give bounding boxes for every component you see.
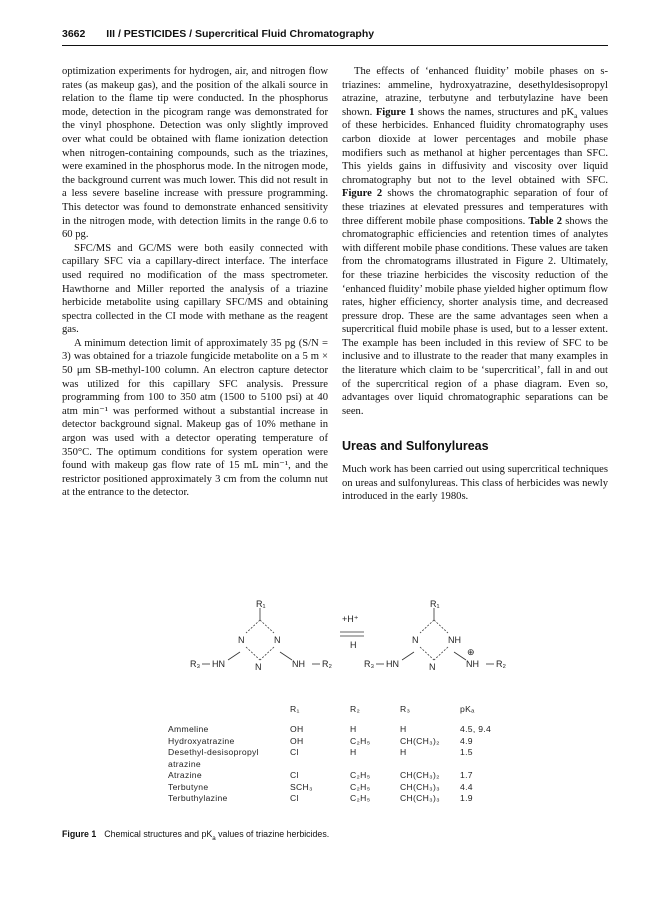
triazine-structure-diagram	[162, 600, 522, 690]
header-r2: R₂	[350, 704, 361, 714]
compound-name: Terbutyne	[168, 781, 209, 792]
pka-value: 1.7	[460, 770, 473, 781]
label-n: N	[238, 635, 245, 645]
label-nh: NH	[466, 659, 479, 669]
r2-value: C₂H₅	[350, 793, 371, 804]
label-r3: R₃	[190, 659, 201, 669]
compound-name: Hydroxyatrazine	[168, 735, 235, 746]
table-2-reference: Table 2	[528, 215, 563, 227]
label-r3: R₃	[364, 659, 375, 669]
section-heading: Ureas and Sulfonylureas	[342, 439, 489, 454]
header-pka: pKₐ	[460, 704, 475, 714]
running-title: III / PESTICIDES / Supercritical Fluid Chromatography	[106, 28, 375, 40]
figure-1	[62, 600, 608, 850]
label-h-plus: +H⁺	[342, 614, 359, 624]
r1-value: SCH₃	[290, 781, 313, 792]
label-plus-charge: ⊕	[467, 647, 475, 657]
pka-value: 1.5	[460, 747, 473, 758]
r1-value: Cl	[290, 770, 299, 781]
label-hn: HN	[386, 659, 399, 669]
pka-value: 4.9	[460, 735, 473, 746]
right-column	[342, 65, 608, 504]
left-column	[62, 65, 328, 500]
left-triazine-ring	[202, 608, 320, 664]
compound-name: Terbuthylazine	[168, 793, 228, 804]
left-paragraph-2: SFC/MS and GC/MS were both easily connected with capillary SFC via a capillary-direct interface. The interface used required no modification of the mass spectrometer. Hawthorne and Miller reported the analysis of a triazine herbicide metabolite using capillary SFC/MS and obtaining spectra collected in the CI mode with methane as the reagent gas.	[62, 242, 328, 336]
label-r2: R₂	[322, 659, 332, 669]
label-r1-left: R₁	[256, 600, 266, 609]
label-hn: HN	[212, 659, 225, 669]
label-r2: R₂	[496, 659, 506, 669]
header-r1: R₁	[290, 704, 300, 714]
figure-caption	[62, 829, 330, 842]
r3-value: CH(CH₃)₃	[400, 781, 440, 792]
left-paragraph-3: A minimum detection limit of approximately 35 pg (S/N = 3) was obtained for a triazole fungicide metabolite on a 5 m × 50 μm SB-methyl-100 column. An electron capture detector was utilized for this capillary SFC analysis. Pressure programming from 100 to 350 atm (1500 to 5100 psi) at 40 atm min⁻¹ was performed without a substantial increase in detector background signal. Makeup gas of 10% methane in argon was used with a detector operating temperature of 350°C. The optimum conditions for system operation were found with makeup gas flow rate of 15 mL min⁻¹, and the restrictor positioned approximately 3 cm from the column nut at the entrance to the detector.	[62, 337, 328, 499]
label-n: N	[255, 662, 262, 672]
header-r3: R₃	[400, 704, 411, 714]
page-number: 3662	[62, 28, 86, 40]
compound-name: Atrazine	[168, 770, 202, 781]
r2-value: H	[350, 724, 357, 734]
figure-1-reference: Figure 1	[375, 106, 415, 118]
figure-caption-text: Chemical structures and pK	[104, 829, 213, 839]
r1-value: OH	[290, 724, 304, 734]
pka-value: 4.4	[460, 781, 473, 792]
figure-caption-tail: values of triazine herbicides.	[215, 829, 330, 839]
r2-value: C₂H₅	[350, 781, 371, 792]
r3-value: CH(CH₃)₂	[400, 770, 440, 781]
r3-value: CH(CH₃)₂	[400, 735, 440, 746]
subscript: a	[574, 110, 578, 120]
left-paragraph-1: optimization experiments for hydrogen, air, and nitrogen flow rates (as makeup gas), and the position of the alkali source in relation to the flame tip were conducted. In the phosphorus mode, detection in the picogram range was demonstrated for the vinyl phosphone. Detection was only slightly improved over what could be obtained with flame ionization detection when nitrogen-containing compounds, such as the triazines, were examined in the phosphorus mode. In the nitrogen mode, the background current was much lower. This did not result in a less severe baseline increase with pressure programming. This detector was found to demonstrate enhanced sensitivity in the nitrogen mode, with detection limits in the range 0.6 to 60 pg.	[62, 66, 328, 241]
label-nh: NH	[448, 635, 461, 645]
r2-value: C₂H₅	[350, 735, 371, 746]
label-n: N	[429, 662, 436, 672]
figure-caption-label: Figure 1	[62, 829, 97, 839]
compound-name: Desethyl-desisopropyl atrazine	[168, 747, 259, 769]
r1-value: Cl	[290, 793, 299, 804]
subscript: a	[212, 834, 216, 842]
label-n: N	[412, 635, 419, 645]
label-nh: NH	[292, 659, 305, 669]
r1-value: Cl	[290, 747, 299, 758]
label-h: H	[350, 640, 357, 650]
equilibrium-arrows	[340, 632, 364, 636]
text-run: The effects of ‘enhanced fluidity’ mobile phases on s-triazines: ammeline, hydroxyatrazine, desethyldesisopropyl atrazine, atrazine, terbutyne and terbutylazine have been shown.	[342, 66, 608, 118]
right-triazine-ring	[376, 608, 494, 664]
r2-value: C₂H₅	[350, 770, 371, 781]
compound-name: Ammeline	[168, 724, 209, 734]
r2-value: H	[350, 747, 357, 758]
text-run: shows the chromatographic efficiencies and retention times of analytes with different mobile phase conditions. These values are taken from the chromatograms illustrated in Figure 2. Ultimately, for these triazine herbicides the viscosity reduction of the ‘enhanced fluidity’ mobile phase yielded higher optimum flow rates, higher efficiency, shorter analysis time, and decreased pressure drop. These are the same advantages seen when a supercritical fluid mobile phase is used, but to a lesser extent. The example has been included in this review of SFC to be inclusive and to illustrate to the reader that many examples in the literature which claim to be ‘supercritical’, fall in and out of the supercritical region of a phase diagram. Even so, advantages over liquid chromatographic separations can be seen.	[342, 215, 608, 417]
label-r1-right: R₁	[430, 600, 440, 609]
r3-value: CH(CH₃)₃	[400, 793, 440, 804]
figure-2-reference: Figure 2	[342, 188, 383, 200]
running-header	[62, 28, 608, 46]
text-run: shows the chromatographic separation of four of these triazines at elevated pressures and temperatures with three different mobile phase compositions.	[342, 188, 608, 227]
right-paragraph-2: Much work has been carried out using supercritical techniques on ureas and sulfonylureas. This class of herbicides was newly introduced in the early 1980s.	[342, 464, 608, 503]
r3-value: H	[400, 724, 407, 734]
r1-value: OH	[290, 735, 304, 746]
pka-value: 4.5, 9.4	[460, 724, 492, 734]
label-n: N	[274, 635, 281, 645]
text-run: values of these herbicides. Enhanced fluidity chromatography uses carbon dioxide at lower percentages and mobile phase modifiers such as methanol at higher percentages than SFC. This yields gains in diffusivity and viscosity over liquid chromatography but not to the level obtained with SFC.	[342, 106, 608, 186]
right-paragraph-1	[342, 65, 608, 418]
pka-value: 1.9	[460, 793, 473, 804]
text-run: shows the names, structures and pK	[414, 106, 575, 118]
r3-value: H	[400, 747, 407, 758]
